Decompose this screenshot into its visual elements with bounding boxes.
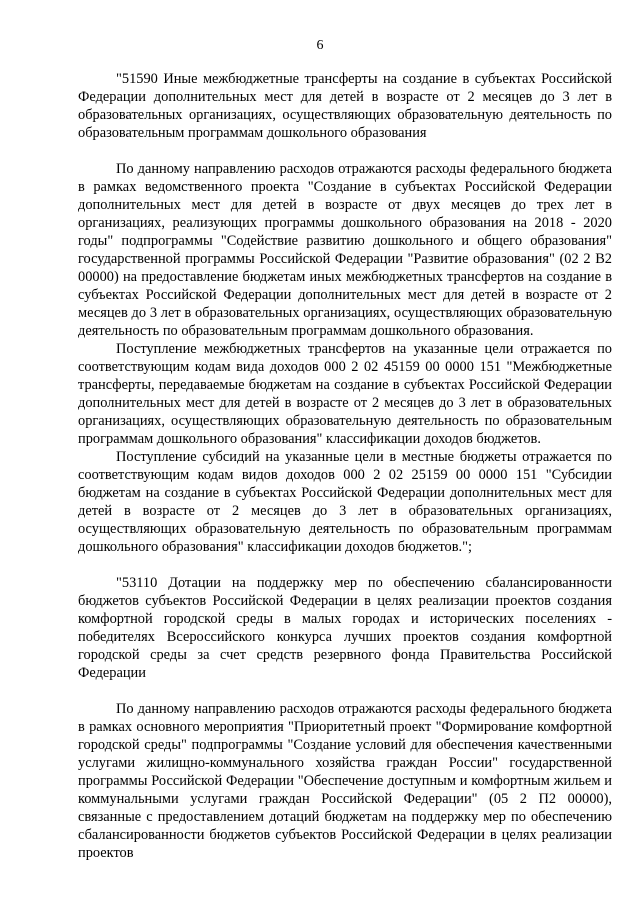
page-number: 6: [316, 38, 324, 53]
paragraph-spacer: [78, 682, 612, 700]
paragraph-spacer: [78, 556, 612, 574]
paragraph-51590-subsidies-income: Поступление субсидий на указанные цели в местные бюджеты отражается по соответствующим кодам видов доходов 000 2 02 25159 00 0000 151 "Субсидии бюджетам на создание в субъектах Российской Федерации дополнительных мест для детей в возрасте от 2 месяцев до 3 лет в образовательных организациях, осуществляющих образовательную деятельность по образовательным программам дошкольного образования" классификации доходов бюджетов.";: [78, 449, 612, 555]
paragraph-53110-description: По данному направлению расходов отражаются расходы федерального бюджета в рамках основного мероприятия "Приоритетный проект "Формирование комфортной городской среды" подпрограммы "Создание условий для обеспечения качественными услугами жилищно-коммунального хозяйства граждан России" государственной программы Российской Федерации "Обеспечение доступным и комфортным жильем и коммунальными услугами граждан Российской Федерации" (05 2 П2 00000), связанные с предоставлением дотаций бюджетам на поддержку мер по обеспечению сбалансированности бюджетов субъектов Российской Федерации в целях реализации проектов: [78, 701, 612, 861]
paragraph-51590-heading: "51590 Иные межбюджетные трансферты на создание в субъектах Российской Федерации дополнительных мест для детей в возрасте от 2 месяцев до 3 лет в образовательных организациях, осуществляющих образовательную деятельность по образовательным программам дошкольного образования: [78, 71, 612, 141]
document-body: [78, 70, 612, 862]
paragraph-51590-transfers-income: Поступление межбюджетных трансфертов на указанные цели отражается по соответствующим кодам вида доходов 000 2 02 45159 00 0000 151 "Межбюджетные трансферты, передаваемые бюджетам на создание в субъектах Российской Федерации дополнительных мест для детей в возрасте от 2 месяцев до 3 лет в образовательных организациях, осуществляющих образовательную деятельность по образовательным программам дошкольного образования" классификации доходов бюджетов.: [78, 341, 612, 447]
paragraph-51590-description: По данному направлению расходов отражаются расходы федерального бюджета в рамках ведомственного проекта "Создание в субъектах Российской Федерации дополнительных мест для детей в возрасте от двух месяцев до трех лет в организациях, реализующих программы дошкольного образования на 2018 - 2020 годы" подпрограммы "Содействие развитию дошкольного и общего образования" государственной программы Российской Федерации "Развитие образования" (02 2 В2 00000) на предоставление бюджетам иных межбюджетных трансфертов на создание в субъектах Российской Федерации дополнительных мест для детей в возрасте от 2 месяцев до 3 лет в образовательных организациях, осуществляющих образовательную деятельность по образовательным программам дошкольного образования.: [78, 161, 612, 339]
paragraph-spacer: [78, 142, 612, 160]
paragraph-53110-heading: "53110 Дотации на поддержку мер по обеспечению сбалансированности бюджетов субъектов Российской Федерации в целях реализации проектов создания комфортной городской среды в малых городах и исторических поселениях - победителях Всероссийского конкурса лучших проектов создания комфортной городской среды за счет средств резервного фонда Правительства Российской Федерации: [78, 575, 612, 681]
